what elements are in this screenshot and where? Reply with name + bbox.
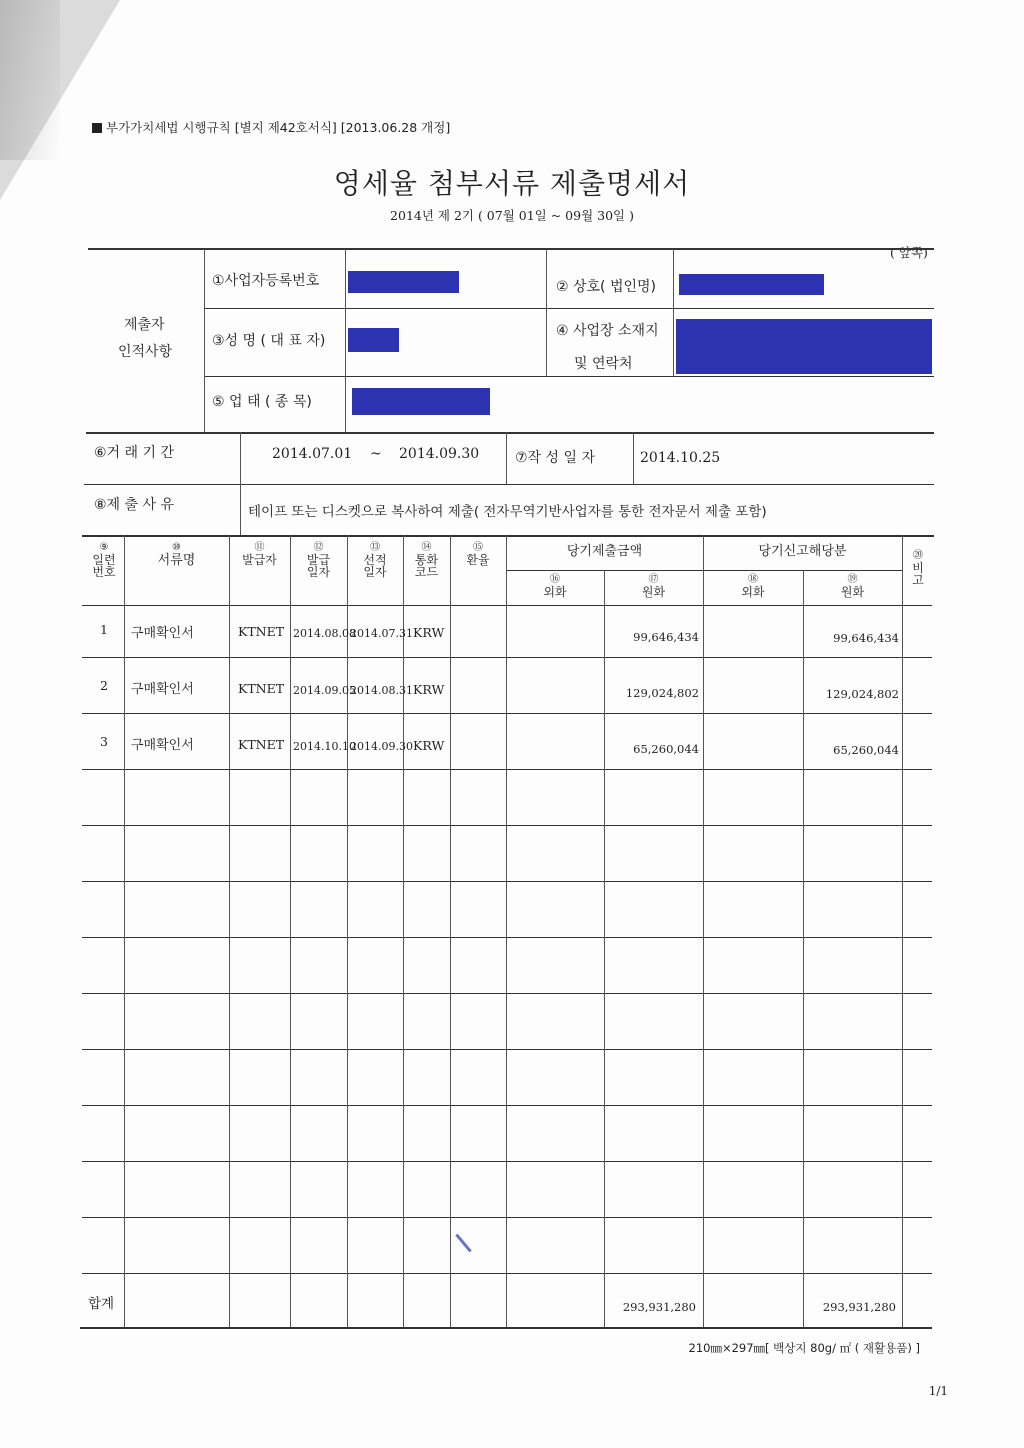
rule-table-bottom [80,1327,932,1329]
business-type-label: ⑤ 업 태 ( 종 목) [212,394,312,410]
header-issue-date: ⑫ 발급 일자 [306,542,331,580]
rule-row-5 [82,881,932,882]
vrule-col-10 [803,570,804,1327]
row-submit-krw: 99,646,434 [633,630,699,644]
row-doc-name: 구매확인서 [131,738,194,753]
rule-row-7 [82,993,932,994]
row-serial: 3 [100,734,108,749]
vrule-submitter-1 [204,249,205,432]
header-rate: ⑮ 환율 [466,542,490,567]
row-issue-date: 2014.10.10 [293,740,356,753]
creation-date-value: 2014.10.25 [640,450,721,466]
regulation-note: 부가가치세법 시행규칙 [별지 제42호서식] [2013.06.28 개정] [92,118,450,136]
rule-period-bottom [84,484,934,485]
rule-row-6 [82,937,932,938]
redacted-address [676,319,932,374]
vrule-period-3 [633,432,634,484]
row-issuer: KTNET [238,681,285,696]
rule-row-8 [82,1049,932,1050]
row-currency: KRW [413,738,445,753]
total-report-krw: 293,931,280 [822,1300,896,1314]
vrule-col-8 [604,570,605,1327]
row-currency: KRW [413,625,445,640]
rule-group-header [506,570,902,571]
address-label-1: ④ 사업장 소재지 [556,323,659,339]
rule-row-4 [82,825,932,826]
vrule-col-7 [506,535,507,1327]
period-subtitle: 2014년 제 2기 ( 07월 01일 ~ 09월 30일 ) [390,208,634,223]
address-label-2: 및 연락처 [574,356,633,372]
vrule-reason [240,484,241,535]
vrule-col-6 [450,535,451,1327]
row-ship-date: 2014.08.31 [350,684,413,697]
representative-label: ③성 명 ( 대 표 자) [212,333,326,349]
row-serial: 2 [100,678,108,693]
period-end: 2014.09.30 [399,446,480,462]
rule-header-bottom [82,605,932,606]
row-issuer: KTNET [238,737,285,752]
header-report-group: 당기신고해당분 [758,544,847,559]
row-serial: 1 [100,622,108,637]
vrule-col-4 [347,535,348,1327]
header-report-foreign: ⑱ 외화 [741,574,765,599]
vrule-submitter-2 [345,249,346,432]
redacted-representative [348,328,399,352]
creation-date-label: ⑦작 성 일 자 [515,450,595,466]
header-currency: ⑭ 통화 코드 [414,542,439,580]
business-reg-no-label: ①사업자등록번호 [212,273,320,289]
paper-spec: 210㎜×297㎜[ 백상지 80g/ ㎡ ( 재활용품) ] [688,1341,920,1355]
rule-row-2 [82,713,932,714]
page-number: 1/1 [928,1384,948,1398]
row-report-krw: 99,646,434 [833,631,899,645]
header-report-krw: ⑲ 원화 [840,574,865,599]
total-label: 합계 [88,1296,115,1312]
vrule-col-5 [403,535,404,1327]
row-issue-date: 2014.08.08 [293,627,356,640]
header-serial: ⑨ 일련 번호 [92,542,116,580]
row-issuer: KTNET [238,624,285,639]
vrule-col-1 [124,535,125,1327]
vrule-period-1 [240,432,241,484]
period-start: 2014.07.01 [272,446,353,462]
period-label: ⑥거 래 기 간 [94,445,174,461]
redacted-business-reg-no [348,271,459,293]
row-issue-date: 2014.09.05 [293,684,356,697]
submitter-section-label-1: 제출자 [124,317,165,333]
submitter-section-label-2: 인적사항 [118,344,173,360]
reason-value: 테이프 또는 디스켓으로 복사하여 제출( 전자무역기반사업자를 통한 전자문서 제출 포함) [248,504,767,520]
square-bullet-icon [92,123,102,133]
vrule-col-3 [290,535,291,1327]
pen-mark [455,1234,471,1253]
row-ship-date: 2014.07.31 [350,627,413,640]
front-side-label: ( 앞쪽) [890,245,928,260]
rule-row-1 [82,657,932,658]
row-currency: KRW [413,682,445,697]
rule-submitter-1 [204,308,934,309]
header-submit-krw: ⑰ 원화 [641,574,666,599]
rule-reason-bottom [82,535,934,537]
row-submit-krw: 65,260,044 [633,742,699,756]
page-title: 영세율 첨부서류 제출명세서 [333,167,691,200]
vrule-submitter-4 [673,249,674,376]
row-doc-name: 구매확인서 [131,682,194,697]
vrule-col-2 [229,535,230,1327]
row-ship-date: 2014.09.30 [350,740,413,753]
rule-row-10 [82,1161,932,1162]
rule-submitter-bottom [86,432,934,434]
rule-submitter-2 [204,376,934,377]
vrule-col-11 [902,535,903,1327]
row-submit-krw: 129,024,802 [625,686,699,700]
reason-label: ⑧제 출 사 유 [94,497,174,513]
header-ship-date: ⑬ 선적 일자 [363,542,387,580]
vrule-period-2 [506,432,507,484]
vrule-col-9 [703,535,704,1327]
rule-row-11 [82,1217,932,1218]
period-separator: ~ [370,446,382,462]
rule-row-12 [82,1273,932,1274]
company-name-label: ② 상호( 법인명) [556,279,656,295]
rule-row-3 [82,769,932,770]
redacted-business-type [352,388,490,415]
vrule-submitter-3 [546,249,547,376]
redacted-company-name [679,274,824,295]
rule-top [88,248,934,250]
header-submit-group: 당기제출금액 [566,544,643,559]
page-fold-gradient [0,0,60,160]
header-doc-name: ⑩ 서류명 [157,542,196,568]
total-submit-krw: 293,931,280 [622,1300,696,1314]
header-submit-foreign: ⑯ 외화 [543,574,567,599]
row-report-krw: 129,024,802 [825,687,899,701]
row-report-krw: 65,260,044 [833,743,899,757]
header-issuer: ⑪ 발급자 [242,542,277,567]
header-remarks: ⑳ 비 고 [912,550,924,588]
row-doc-name: 구매확인서 [131,626,194,641]
rule-row-9 [82,1105,932,1106]
